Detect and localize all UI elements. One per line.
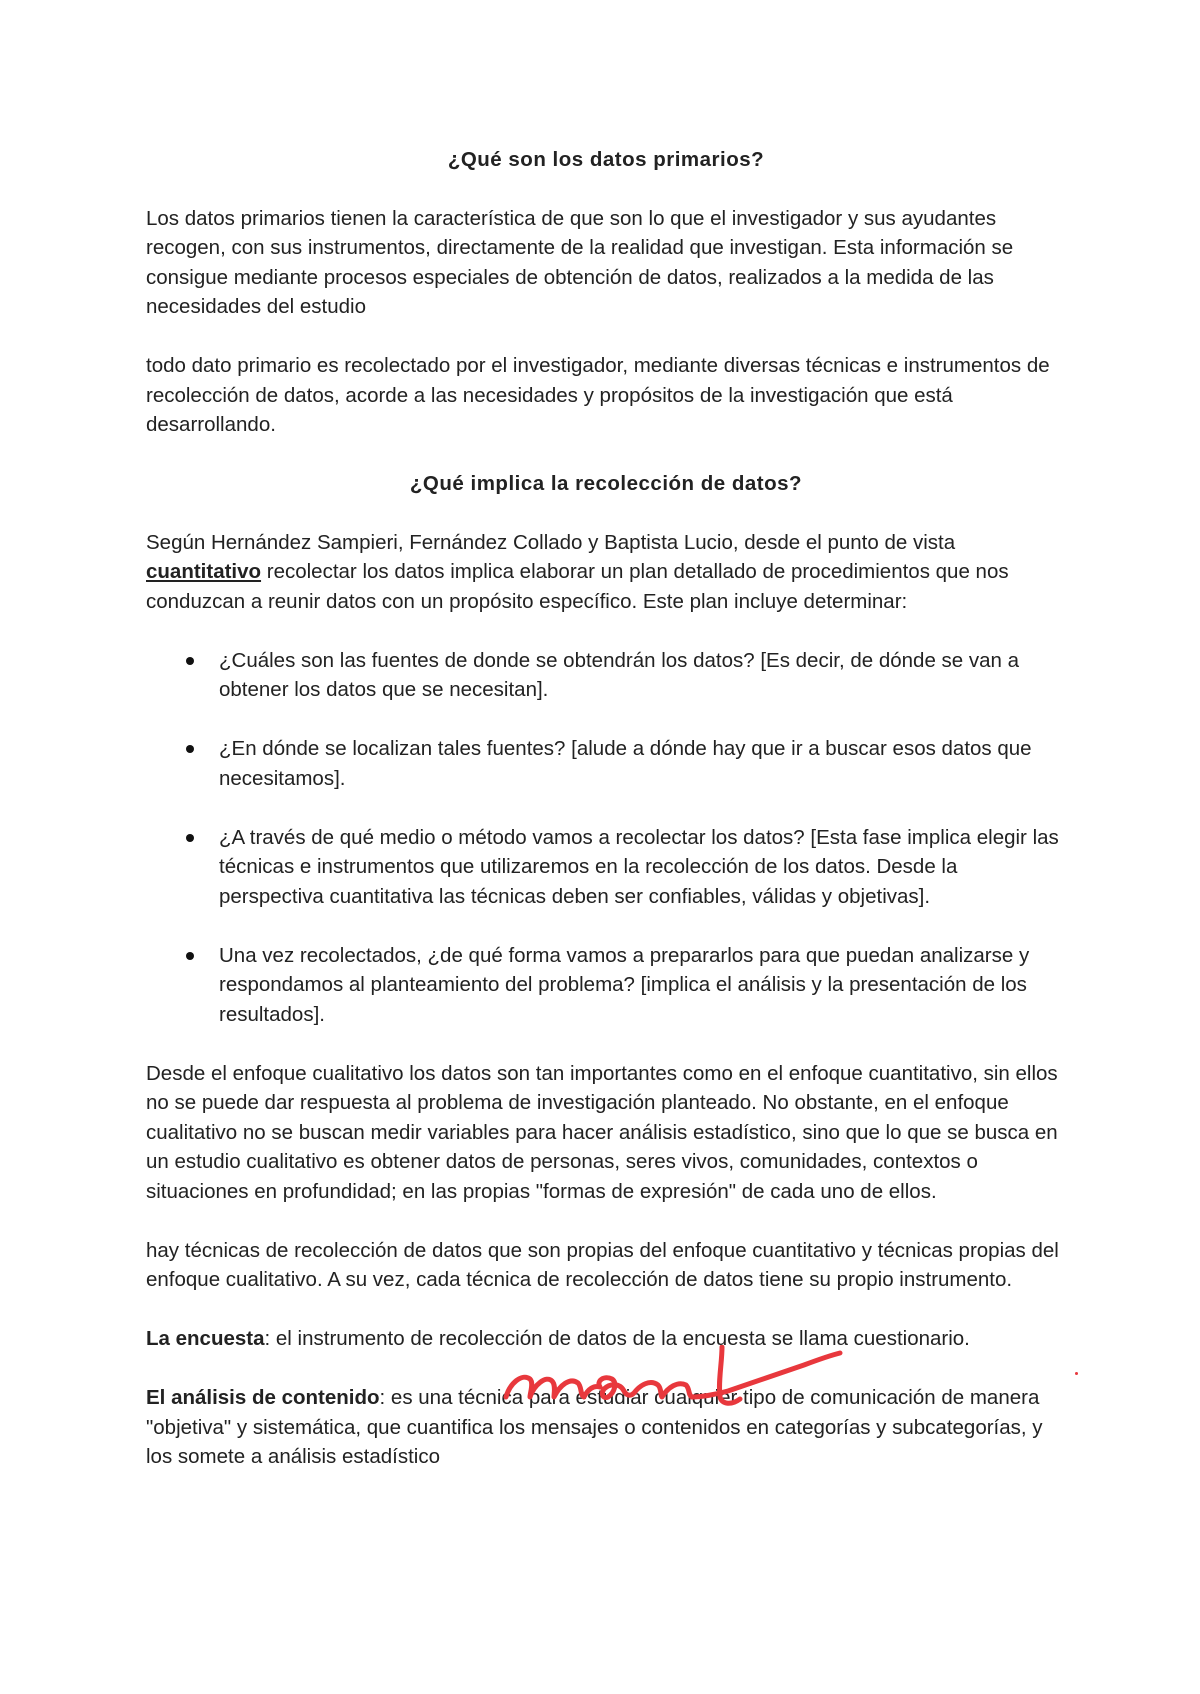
- paragraph-techniques: hay técnicas de recolección de datos que son propias del enfoque cuantitativo y técnicas propias del enfoque cualitativo. A su vez, cada técnica de recolección de datos tiene su propio instrumento.: [146, 1238, 1059, 1291]
- paragraph-primary-data-collection: todo dato primario es recolectado por el investigador, mediante diversas técnicas e instrumentos de recolección de datos, acorde a las necesidades y propósitos de la investigación que está desarrollando.: [146, 354, 1050, 436]
- list-item-text: ¿En dónde se localizan tales fuentes? [alude a dónde hay que ir a buscar esos datos que necesitamos].: [219, 737, 1032, 790]
- bullet-icon: [186, 745, 194, 753]
- sampieri-text-before: Según Hernández Sampieri, Fernández Collado y Baptista Lucio, desde el punto de vista: [146, 530, 956, 554]
- bullet-icon: [186, 952, 194, 960]
- plan-bullet-list: [146, 646, 1066, 1030]
- bullet-icon: [186, 657, 194, 665]
- paragraph-sampieri: [146, 528, 1066, 617]
- term-encuesta: La encuesta: [146, 1327, 265, 1350]
- list-item-text: Una vez recolectados, ¿de qué forma vamos a prepararlos para que puedan analizarse y respondamos al planteamiento del problema? [implica el análisis y la presentación de los resultados].: [219, 943, 1030, 1026]
- analisis-contenido-text: : es una técnica para estudiar cualquier tipo de comunicación de manera "objetiva" y sistemática, que cuantifica los mensajes o contenidos en categorías y subcategorías, y los somete a análisis estadístico: [146, 1386, 1043, 1468]
- list-item: [146, 823, 1066, 912]
- list-item: [146, 646, 1066, 705]
- sampieri-text-after: recolectar los datos implica elaborar un plan detallado de procedimientos que nos conduzcan a reunir datos con un propósito específico. Este plan incluye determinar:: [146, 560, 1009, 613]
- list-item-text: ¿Cuáles son las fuentes de donde se obtendrán los datos? [Es decir, de dónde se van a obtener los datos que se necesitan].: [219, 648, 1020, 701]
- paragraph-qualitative: Desde el enfoque cualitativo los datos son tan importantes como en el enfoque cuantitativo, sin ellos no se puede dar respuesta al problema de investigación planteado. No obstante, en el enfoque cualitativo no se buscan medir variables para hacer análisis estadístico, sino que lo que se busca en un estudio cualitativo es obtener datos de personas, seres vivos, comunidades, contextos o situaciones en profundidad; en las propias "formas de expresión" de cada uno de ellos.: [146, 1061, 1058, 1203]
- paragraph-primary-data-definition: Los datos primarios tienen la característica de que son lo que el investigador y sus ayudantes recogen, con sus instrumentos, directamente de la realidad que investigan. Esta información se consigue mediante procesos especiales de obtención de datos, realizados a la medida de las necesidades del estudio: [146, 206, 1014, 318]
- encuesta-text: : el instrumento de recolección de datos de la encuesta se llama cuestionario.: [264, 1327, 970, 1350]
- heading-data-collection: ¿Qué implica la recolección de datos?: [409, 472, 803, 495]
- document-body: [146, 145, 1066, 1501]
- term-cuantitativo: cuantitativo: [146, 560, 262, 583]
- list-item-text: ¿A través de qué medio o método vamos a recolectar los datos? [Esta fase implica elegir las técnicas e instrumentos que utilizaremos en la recolección de los datos. Desde la perspectiva cuantitativa las técnicas deben ser confiables, válidas y objetivas].: [219, 825, 1059, 908]
- heading-primary-data: ¿Qué son los datos primarios?: [447, 148, 765, 171]
- red-mark: [1075, 1372, 1078, 1375]
- bullet-icon: [186, 834, 194, 842]
- term-analisis-contenido: El análisis de contenido: [146, 1386, 380, 1409]
- handwritten-signature: [500, 1345, 860, 1415]
- list-item: [146, 941, 1066, 1030]
- list-item: [146, 734, 1066, 793]
